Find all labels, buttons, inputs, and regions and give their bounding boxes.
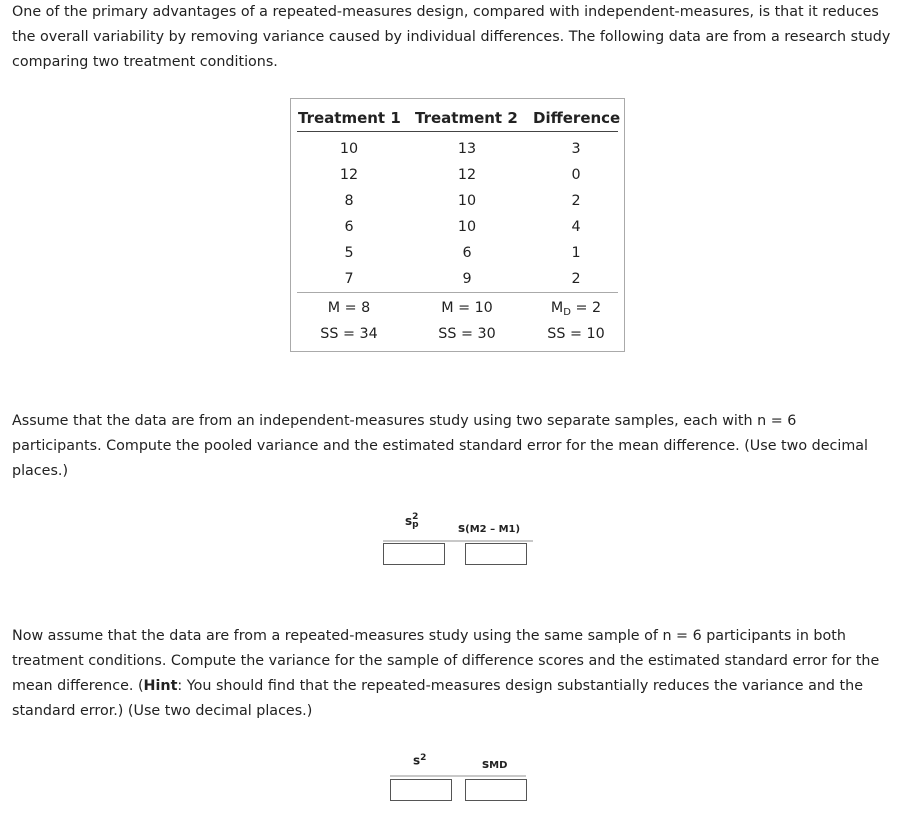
sp-base: s <box>405 514 413 528</box>
rm-text-part2: : You should find that the repeated-measures design substantially reduces the variance and the standard error.) (Use two decimal places.) <box>12 678 864 719</box>
se-base: s <box>458 521 466 535</box>
data-table <box>290 98 625 352</box>
intro-paragraph: One of the primary advantages of a repeated-measures design, compared with independent-measures, is that it reduces the overall variability by removing variance caused by individual differences. The following data are from a research study comparing two treatment conditions. <box>12 4 891 70</box>
standard-error-input[interactable] <box>465 543 527 565</box>
mean-difference <box>526 299 626 322</box>
answer-header-line <box>390 775 526 777</box>
table-cell: 4 <box>571 219 581 235</box>
table-cell: 10 <box>457 193 477 209</box>
repeated-measures-paragraph <box>12 624 912 724</box>
table-cell: 0 <box>571 167 581 183</box>
hint-label: Hint <box>143 678 178 694</box>
table-cell: 9 <box>462 271 472 287</box>
s2-base: s <box>413 753 421 768</box>
pooled-variance-label <box>405 513 419 529</box>
mean-treatment-1: M = 8 <box>327 300 371 316</box>
standard-error-label <box>458 521 520 535</box>
ss-treatment-2: SS = 30 <box>438 326 496 342</box>
independent-measures-paragraph: Assume that the data are from an independent-measures study using two separate samples, each with n = 6 participants. Compute the pooled variance and the estimated standard error for the mean difference. (Use two decimal places.) <box>12 413 869 479</box>
md-subscript: D <box>563 307 571 318</box>
table-cell: 10 <box>457 219 477 235</box>
table-cell: 2 <box>571 193 581 209</box>
ss-difference: SS = 10 <box>547 326 605 342</box>
sp-sup: 2 <box>412 512 419 522</box>
table-cell: 1 <box>571 245 581 261</box>
md-suffix: = 2 <box>570 300 602 316</box>
smd-input[interactable] <box>465 779 527 801</box>
se-sub: (M2 – M1) <box>465 524 521 535</box>
s2-sup: 2 <box>420 753 427 763</box>
table-cell: 12 <box>339 167 359 183</box>
table-cell: 5 <box>344 245 354 261</box>
header-difference: Difference <box>533 109 621 127</box>
variance-input[interactable] <box>390 779 452 801</box>
variance-label <box>413 753 426 768</box>
smd-label <box>482 757 507 771</box>
ss-treatment-1: SS = 34 <box>320 326 378 342</box>
table-cell: 7 <box>344 271 354 287</box>
header-treatment-2: Treatment 2 <box>415 109 518 127</box>
sp-sub: p <box>412 520 419 530</box>
rm-text-part1: Now assume that the data are from a repeated-measures study using the same sample of n = 6 participants in both treatment conditions. Compute the variance for the sample of difference scores and the estimated standard error for the mean difference. ( <box>12 628 880 694</box>
header-treatment-1: Treatment 1 <box>298 109 401 127</box>
table-cell: 8 <box>344 193 354 209</box>
table-cell: 10 <box>339 141 359 157</box>
smd-base: s <box>482 757 490 771</box>
table-cell: 13 <box>457 141 477 157</box>
header-divider <box>297 131 618 132</box>
summary-divider <box>297 292 618 293</box>
table-cell: 6 <box>462 245 472 261</box>
table-cell: 3 <box>571 141 581 157</box>
pooled-variance-input[interactable] <box>383 543 445 565</box>
md-prefix: M <box>550 300 564 316</box>
table-cell: 6 <box>344 219 354 235</box>
table-cell: 12 <box>457 167 477 183</box>
answer-header-line <box>383 540 533 542</box>
smd-sub: MD <box>489 760 508 771</box>
table-cell: 2 <box>571 271 581 287</box>
mean-treatment-2: M = 10 <box>441 300 493 316</box>
